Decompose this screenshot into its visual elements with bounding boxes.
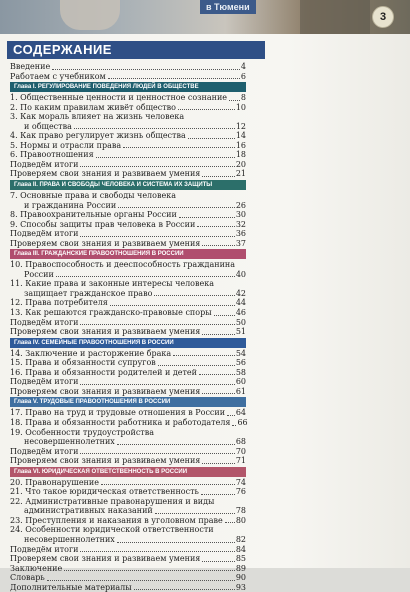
toc-entry-title: 4. Как право регулирует жизнь общества: [10, 131, 186, 141]
dot-leader: [80, 324, 234, 325]
dot-leader: [202, 561, 234, 562]
toc-entry-page: 26: [235, 200, 246, 210]
toc-entry: [10, 260, 246, 270]
toc-entry: [10, 349, 246, 359]
toc-entry-page: 51: [235, 327, 246, 337]
toc-entry: [10, 497, 246, 507]
dot-leader: [64, 570, 235, 571]
dot-leader: [56, 276, 235, 277]
toc-entry-title: 2. По каким правилам живёт общество: [10, 102, 176, 112]
dot-leader: [117, 542, 235, 543]
toc-entry-title: Введение: [10, 62, 51, 71]
dot-leader: [229, 100, 240, 101]
toc-entry-page: 60: [235, 377, 246, 387]
toc-entry: [10, 72, 246, 82]
toc-entry-title: 7. Основные права и свободы человека: [10, 191, 176, 201]
toc-entry-title: Проверяем свои знания и развиваем умения: [10, 169, 201, 179]
dot-leader: [155, 513, 235, 514]
toc-entry: [10, 456, 246, 466]
toc-entry-page: 74: [235, 477, 246, 487]
toc-entry: [10, 428, 246, 438]
chapter-heading: Глава VI. ЮРИДИЧЕСКАЯ ОТВЕТСТВЕННОСТЬ В РОССИИ: [10, 467, 246, 477]
toc-entry-page: 66: [237, 417, 248, 427]
toc-entry-page: 89: [235, 563, 246, 573]
toc-entry-title: 3. Как мораль влияет на жизнь человека: [10, 112, 185, 122]
dot-leader: [101, 484, 235, 485]
toc-entry-title: Подведём итоги: [10, 544, 79, 554]
dot-leader: [158, 365, 235, 366]
toc-entry: [10, 583, 246, 592]
toc-entry-page: 50: [235, 317, 246, 327]
toc-entry-title: 1. Общественные ценности и ценностное сознание: [10, 93, 228, 103]
toc-entry: [10, 408, 246, 418]
dot-leader: [202, 176, 234, 177]
toc-entry: [10, 478, 246, 488]
toc-entry-title: 16. Права и обязанности родителей и детей: [10, 367, 197, 377]
toc-entry-page: 6: [240, 71, 246, 81]
toc-entry-page: 61: [235, 386, 246, 396]
dot-leader: [52, 69, 240, 70]
chapter-heading: Глава I. РЕГУЛИРОВАНИЕ ПОВЕДЕНИЯ ЛЮДЕЙ В ОБЩЕСТВЕ: [10, 82, 246, 92]
toc-entry-page: 40: [235, 269, 246, 279]
toc-entry-title: 6. Правоотношения: [10, 150, 94, 160]
toc-entry-title: 10. Правоспособность и дееспособность гражданина: [10, 260, 236, 270]
dot-leader: [117, 444, 235, 445]
toc-entry-page: 82: [235, 534, 246, 544]
toc-entry: [10, 564, 246, 574]
photo-shape: [300, 0, 370, 34]
dot-leader: [123, 147, 235, 148]
page-title: СОДЕРЖАНИЕ: [7, 41, 265, 59]
toc-entry: [10, 122, 246, 132]
toc-entry-title: и гражданина России: [24, 200, 117, 210]
toc-entry: [10, 210, 246, 220]
toc-entry-page: 70: [235, 446, 246, 456]
dot-leader: [80, 236, 234, 237]
dot-leader: [202, 463, 234, 464]
chapter-heading: Глава V. ТРУДОВЫЕ ПРАВООТНОШЕНИЯ В РОССИИ: [10, 397, 246, 407]
photo-shape: [60, 0, 120, 30]
toc-entry-title: административных наказаний: [24, 506, 153, 516]
toc-entry-page: 93: [235, 582, 246, 592]
toc-entry-page: 14: [235, 131, 246, 141]
toc-entry-title: Подведём итоги: [10, 229, 79, 239]
toc-entry-title: Проверяем свои знания и развиваем умения: [10, 327, 201, 337]
toc-entry-title: несовершеннолетних: [24, 534, 115, 544]
toc-entry-title: несовершеннолетних: [24, 437, 115, 447]
toc-entry: [10, 150, 246, 160]
toc-entry: [10, 545, 246, 555]
toc-entry: [10, 298, 246, 308]
toc-entry-title: 22. Административные правонарушения и виды: [10, 496, 215, 506]
toc-entry-title: 13. Как решаются гражданско-правовые споры: [10, 308, 212, 318]
toc-entry-page: 36: [235, 229, 246, 239]
toc-entry-title: 5. Нормы и отрасли права: [10, 140, 122, 150]
toc-entry-page: 16: [235, 140, 246, 150]
toc-entry-title: Словарь: [10, 573, 45, 583]
dot-leader: [154, 295, 234, 296]
toc-entry-page: 68: [235, 437, 246, 447]
toc-entry-title: 15. Права и обязанности супругов: [10, 358, 156, 368]
chapter-heading: Глава II. ПРАВА И СВОБОДЫ ЧЕЛОВЕКА И СИСТЕМА ИХ ЗАЩИТЫ: [10, 180, 246, 190]
dot-leader: [178, 109, 235, 110]
dot-leader: [179, 217, 235, 218]
dot-leader: [47, 580, 235, 581]
toc-entry-page: 56: [235, 358, 246, 368]
toc-entry-page: 58: [235, 367, 246, 377]
toc-entry-page: 8: [240, 93, 246, 103]
toc-entry-page: 78: [235, 506, 246, 516]
toc-entry-title: защищает гражданское право: [24, 288, 153, 298]
toc-entry: [10, 239, 246, 249]
toc-entry-page: 46: [235, 308, 246, 318]
toc-entry-title: Дополнительные материалы: [10, 582, 132, 592]
toc-entry: [10, 270, 246, 280]
dot-leader: [134, 589, 235, 590]
toc-entry-title: Работаем с учебником: [10, 71, 106, 81]
dot-leader: [188, 138, 235, 139]
toc-entry: [10, 279, 246, 289]
table-of-contents: [10, 62, 246, 592]
toc-entry-title: Проверяем свои знания и развиваем умения: [10, 554, 201, 564]
header-sign: в Тюмени: [200, 0, 256, 14]
dot-leader: [199, 374, 235, 375]
toc-entry: [10, 93, 246, 103]
dot-leader: [80, 166, 234, 167]
dot-leader: [118, 207, 235, 208]
toc-entry-page: 90: [235, 573, 246, 583]
dot-leader: [197, 226, 234, 227]
toc-entry-page: 32: [235, 219, 246, 229]
toc-entry-page: 30: [235, 210, 246, 220]
toc-entry-page: 37: [235, 238, 246, 248]
dot-leader: [96, 157, 235, 158]
toc-entry-title: 8. Правоохранительные органы России: [10, 210, 177, 220]
page-number-badge: 3: [372, 6, 394, 28]
toc-entry-title: Проверяем свои знания и развиваем умения: [10, 386, 201, 396]
toc-entry: [10, 327, 246, 337]
toc-entry-title: Подведём итоги: [10, 159, 79, 169]
toc-entry-page: 80: [235, 515, 246, 525]
toc-entry-title: 20. Правонарушение: [10, 477, 99, 487]
toc-entry: [10, 229, 246, 239]
toc-entry: [10, 112, 246, 122]
toc-entry: [10, 516, 246, 526]
toc-entry: [10, 169, 246, 179]
toc-entry-title: 23. Преступления и наказания в уголовном праве: [10, 515, 223, 525]
toc-entry-title: 14. Заключение и расторжение брака: [10, 348, 172, 358]
toc-entry: [10, 573, 246, 583]
header-photo: [0, 0, 410, 34]
toc-entry-title: 12. Права потребителя: [10, 298, 108, 308]
toc-entry-page: 4: [240, 62, 246, 71]
dot-leader: [202, 393, 234, 394]
dot-leader: [214, 315, 235, 316]
dot-leader: [110, 305, 235, 306]
toc-entry: [10, 377, 246, 387]
toc-entry-title: 9. Способы защиты прав человека в России: [10, 219, 196, 229]
dot-leader: [80, 384, 234, 385]
dot-leader: [227, 415, 235, 416]
toc-entry-title: 18. Права и обязанности работника и работодателя: [10, 417, 231, 427]
dot-leader: [225, 522, 235, 523]
toc-entry-title: Подведём итоги: [10, 446, 79, 456]
toc-entry-page: 54: [235, 348, 246, 358]
toc-entry: [10, 191, 246, 201]
toc-entry-page: 20: [235, 159, 246, 169]
toc-entry: [10, 506, 246, 516]
toc-entry: [10, 535, 246, 545]
toc-entry: [10, 554, 246, 564]
dot-leader: [80, 453, 234, 454]
toc-entry-page: 18: [235, 150, 246, 160]
toc-entry: [10, 318, 246, 328]
toc-entry-title: Проверяем свои знания и развиваем умения: [10, 456, 201, 466]
dot-leader: [80, 551, 234, 552]
chapter-heading: Глава IV. СЕМЕЙНЫЕ ПРАВООТНОШЕНИЯ В РОССИИ: [10, 338, 246, 348]
toc-entry: [10, 368, 246, 378]
dot-leader: [202, 245, 234, 246]
toc-entry: [10, 525, 246, 535]
toc-entry: [10, 131, 246, 141]
toc-entry: [10, 62, 246, 72]
toc-entry-page: 64: [235, 408, 246, 418]
toc-entry: [10, 358, 246, 368]
toc-entry-page: 12: [235, 121, 246, 131]
toc-entry-title: Подведём итоги: [10, 317, 79, 327]
dot-leader: [202, 334, 234, 335]
toc-entry-title: Проверяем свои знания и развиваем умения: [10, 238, 201, 248]
dot-leader: [201, 494, 235, 495]
toc-entry: [10, 437, 246, 447]
toc-entry-title: 19. Особенности трудоустройства: [10, 427, 154, 437]
toc-entry: [10, 160, 246, 170]
toc-entry: [10, 308, 246, 318]
toc-entry-title: 24. Особенности юридической ответственности: [10, 525, 214, 535]
toc-entry: [10, 201, 246, 211]
toc-entry-title: Подведём итоги: [10, 377, 79, 387]
toc-entry-title: 11. Какие права и законные интересы человека: [10, 279, 215, 289]
toc-entry-page: 44: [235, 298, 246, 308]
toc-entry: [10, 103, 246, 113]
toc-entry: [10, 447, 246, 457]
toc-entry: [10, 141, 246, 151]
toc-entry-page: 84: [235, 544, 246, 554]
toc-entry-page: 76: [235, 487, 246, 497]
dot-leader: [74, 128, 235, 129]
chapter-heading: Глава III. ГРАЖДАНСКИЕ ПРАВООТНОШЕНИЯ В РОССИИ: [10, 249, 246, 259]
toc-entry-page: 10: [235, 102, 246, 112]
toc-entry: [10, 418, 246, 428]
toc-entry-page: 85: [235, 554, 246, 564]
toc-entry: [10, 387, 246, 397]
dot-leader: [108, 78, 240, 79]
toc-entry-page: 21: [235, 169, 246, 179]
toc-entry: [10, 487, 246, 497]
toc-entry-title: Заключение: [10, 563, 63, 573]
toc-entry: [10, 220, 246, 230]
toc-entry-title: 21. Что такое юридическая ответственность: [10, 487, 199, 497]
toc-entry-title: и общества: [24, 121, 72, 131]
toc-entry-page: 71: [235, 456, 246, 466]
dot-leader: [173, 355, 235, 356]
toc-entry-title: России: [24, 269, 54, 279]
toc-entry-page: 42: [235, 288, 246, 298]
toc-entry: [10, 289, 246, 299]
toc-entry-title: 17. Право на труд и трудовые отношения в России: [10, 408, 226, 418]
dot-leader: [232, 425, 236, 426]
